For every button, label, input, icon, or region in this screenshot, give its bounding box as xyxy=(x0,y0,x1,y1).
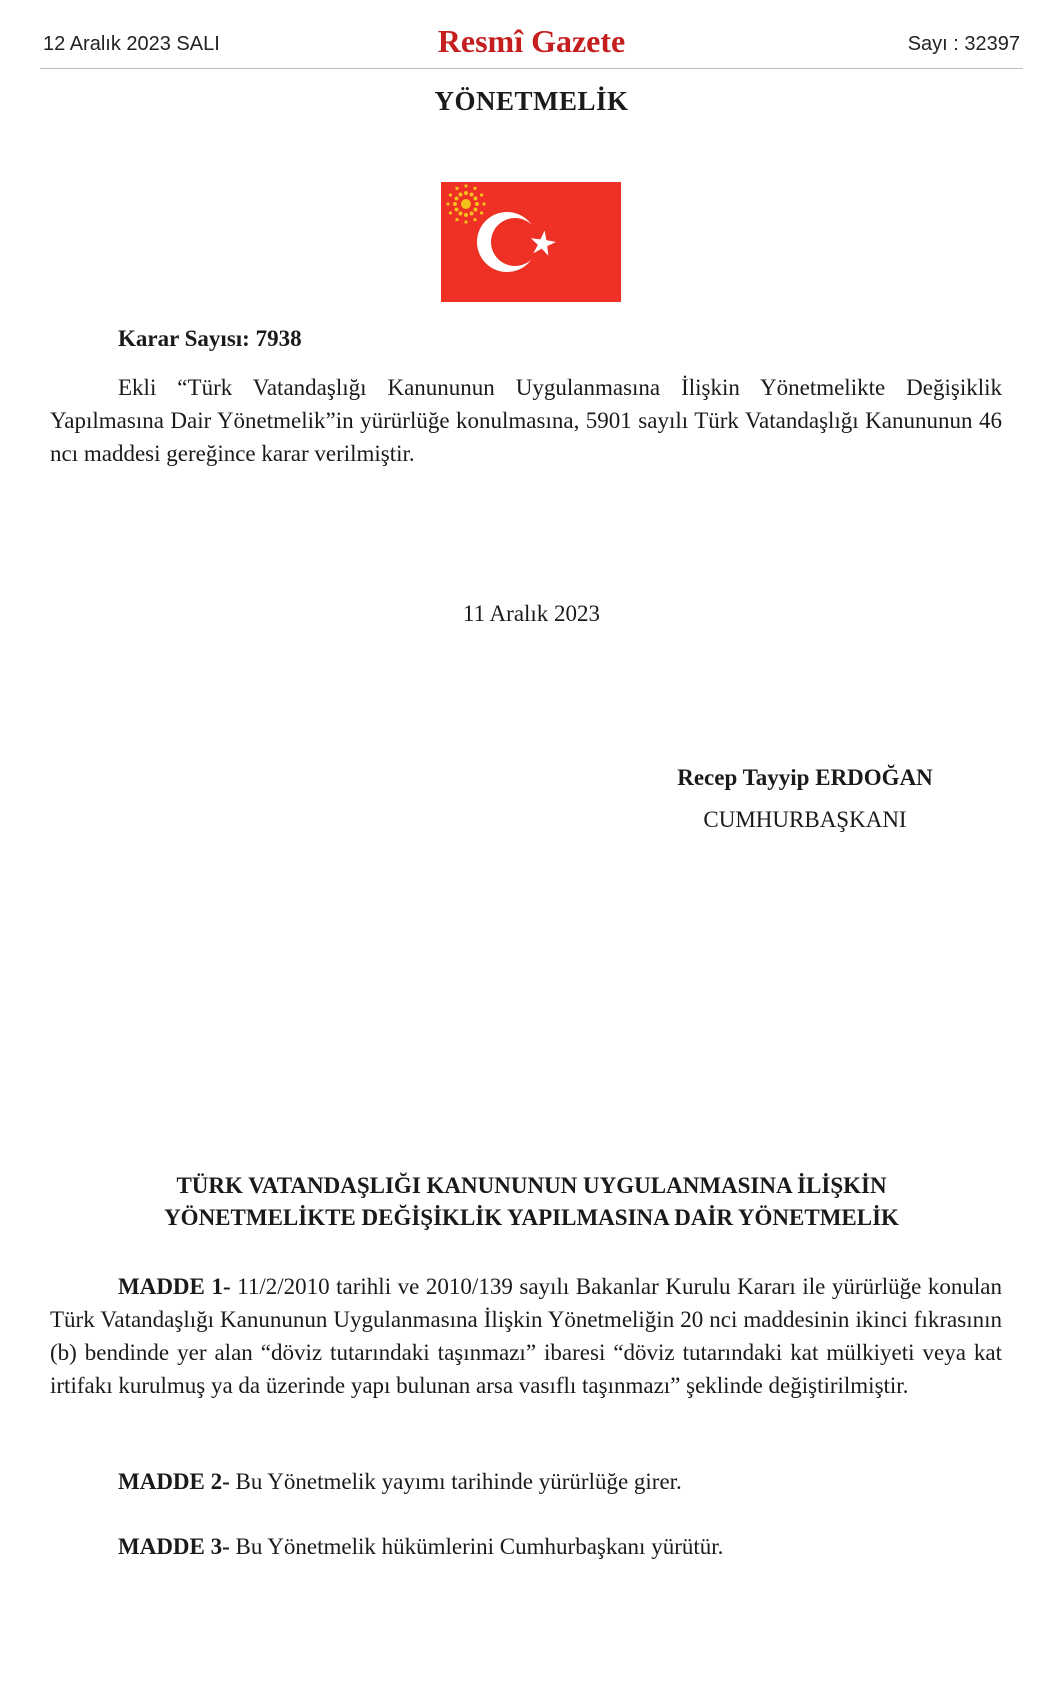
article-1-label: MADDE 1- xyxy=(118,1274,231,1299)
article-2-label: MADDE 2- xyxy=(118,1469,230,1494)
issue-number: Sayı : 32397 xyxy=(907,33,1020,55)
article-1-text: 11/2/2010 tarihli ve 2010/139 sayılı Bakanlar Kurulu Kararı ile yürürlüğe konulan Türk Vatandaşlığı Kanununun Uygulanmasına İlişkin Yönetmeliğin 20 nci maddesinin ikinci fıkrasının (b) bendinde yer alan “döviz tutarındaki taşınmazı” ibaresi “döviz tutarındaki kat mülkiyeti veya kat irtifakı kurulmuş ya da üzerinde yapı bulunan arsa vasıflı taşınmazı” şeklinde değiştirilmiştir. xyxy=(50,1274,1002,1398)
regulation-title xyxy=(0,1170,1063,1234)
regulation-title-line-2: YÖNETMELİKTE DEĞİŞİKLİK YAPILMASINA DAİR YÖNETMELİK xyxy=(164,1205,899,1230)
article-3 xyxy=(50,1530,1002,1563)
gazette-header xyxy=(40,24,1023,69)
decision-text: Ekli “Türk Vatandaşlığı Kanununun Uygulanmasına İlişkin Yönetmelikte Değişiklik Yapılmasına Dair Yönetmelik”in yürürlüğe konulmasına, 5901 sayılı Türk Vatandaşlığı Kanununun 46 ncı maddesi gereğince karar verilmiştir. xyxy=(50,375,1002,466)
article-1 xyxy=(50,1270,1002,1402)
regulation-title-line-1: TÜRK VATANDAŞLIĞI KANUNUNUN UYGULANMASINA İLİŞKİN xyxy=(176,1173,887,1198)
article-2-text: Bu Yönetmelik yayımı tarihinde yürürlüğe girer. xyxy=(229,1469,682,1494)
signature-date: 11 Aralık 2023 xyxy=(462,601,601,626)
decision-number: Karar Sayısı: 7938 xyxy=(118,326,302,351)
article-3-text: Bu Yönetmelik hükümlerini Cumhurbaşkanı yürütür. xyxy=(229,1534,724,1559)
signer-name: Recep Tayyip ERDOĞAN xyxy=(677,765,933,790)
signer-title: CUMHURBAŞKANI xyxy=(703,807,907,832)
section-title: YÖNETMELİK xyxy=(434,86,629,116)
gazette-title: Resmî Gazete xyxy=(437,23,626,59)
issue-date: 12 Aralık 2023 SALI xyxy=(43,33,220,55)
article-2 xyxy=(50,1465,1002,1498)
presidential-seal-icon xyxy=(441,182,621,302)
article-3-label: MADDE 3- xyxy=(118,1534,230,1559)
